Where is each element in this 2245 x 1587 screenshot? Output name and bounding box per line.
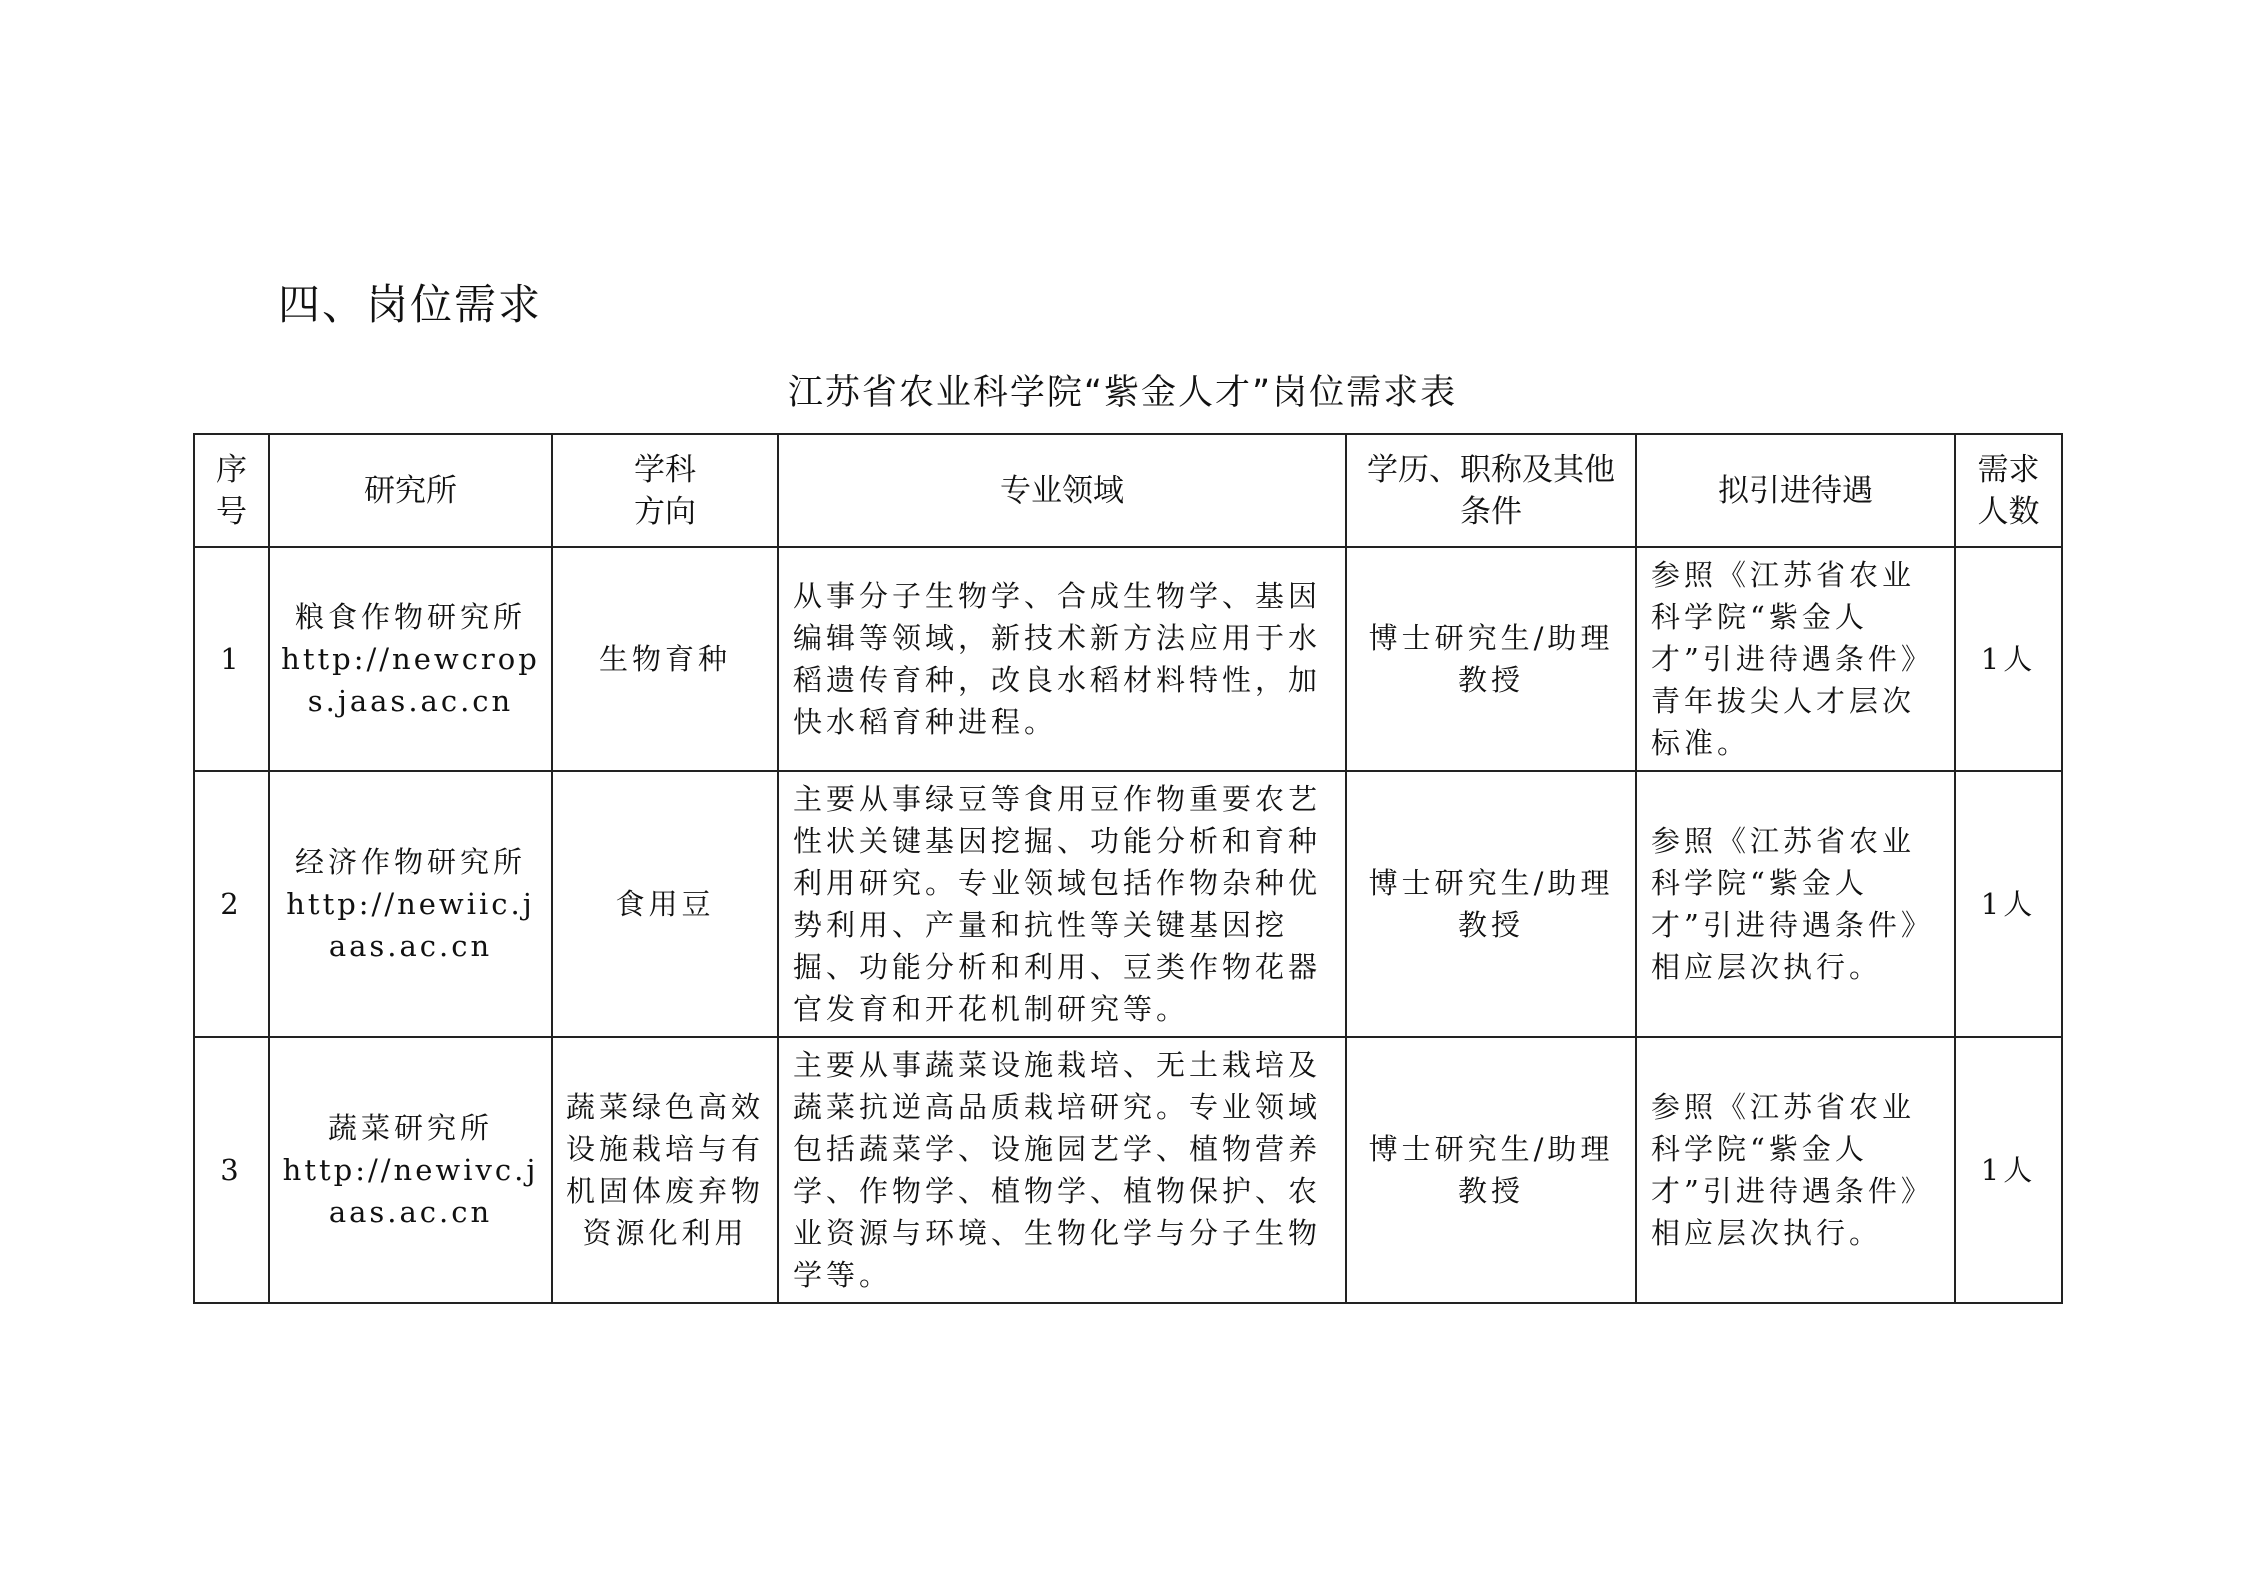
cell-no: 1 [194, 547, 269, 771]
cell-qualification: 博士研究生/助理教授 [1346, 547, 1636, 771]
table-title: 江苏省农业科学院“紫金人才”岗位需求表 [787, 373, 1458, 413]
table-row [194, 1037, 2062, 1303]
cell-benefits: 参照《江苏省农业科学院“紫金人才”引进待遇条件》相应层次执行。 [1636, 1037, 1955, 1303]
cell-qualification: 博士研究生/助理教授 [1346, 771, 1636, 1037]
cell-field: 主要从事绿豆等食用豆作物重要农艺性状关键基因挖掘、功能分析和育种利用研究。专业领域包括作物杂种优势利用、产量和抗性等关键基因挖掘、功能分析和利用、豆类作物花器官发育和开花机制研究等。 [778, 771, 1346, 1037]
cell-discipline: 生物育种 [552, 547, 778, 771]
cell-institute [269, 771, 552, 1037]
cell-discipline: 食用豆 [552, 771, 778, 1037]
cell-no: 2 [194, 771, 269, 1037]
header-institute: 研究所 [269, 434, 552, 547]
institute-name: 蔬菜研究所 [327, 1111, 493, 1145]
cell-discipline: 蔬菜绿色高效设施栽培与有机固体废弃物资源化利用 [552, 1037, 778, 1303]
cell-field: 主要从事蔬菜设施栽培、无土栽培及蔬菜抗逆高品质栽培研究。专业领域包括蔬菜学、设施园艺学、植物营养学、作物学、植物学、植物保护、农业资源与环境、生物化学与分子生物学等。 [778, 1037, 1346, 1303]
institute-name: 经济作物研究所 [294, 845, 526, 879]
cell-benefits: 参照《江苏省农业科学院“紫金人才”引进待遇条件》相应层次执行。 [1636, 771, 1955, 1037]
cell-qualification: 博士研究生/助理教授 [1346, 1037, 1636, 1303]
cell-no: 3 [194, 1037, 269, 1303]
header-discipline: 学科 方向 [552, 434, 778, 547]
cell-field: 从事分子生物学、合成生物学、基因编辑等领域，新技术新方法应用于水稻遗传育种，改良水稻材料特性，加快水稻育种进程。 [778, 547, 1346, 771]
header-qualification: 学历、职称及其他 条件 [1346, 434, 1636, 547]
section-heading: 四、岗位需求 [278, 280, 543, 329]
cell-institute [269, 1037, 552, 1303]
table-row [194, 547, 2062, 771]
cell-count: 1人 [1955, 771, 2062, 1037]
institute-name: 粮食作物研究所 [294, 600, 526, 634]
institute-url[interactable]: http://newcrops.jaas.ac.cn [281, 642, 540, 718]
header-benefits: 拟引进待遇 [1636, 434, 1955, 547]
institute-url[interactable]: http://newivc.jaas.ac.cn [282, 1153, 539, 1229]
position-requirements-table [193, 433, 2063, 1304]
cell-count: 1人 [1955, 547, 2062, 771]
table-header-row [194, 434, 2062, 547]
header-field: 专业领域 [778, 434, 1346, 547]
header-count: 需求 人数 [1955, 434, 2062, 547]
cell-institute [269, 547, 552, 771]
table-row [194, 771, 2062, 1037]
cell-count: 1人 [1955, 1037, 2062, 1303]
header-no: 序 号 [194, 434, 269, 547]
institute-url[interactable]: http://newiic.jaas.ac.cn [286, 887, 535, 963]
cell-benefits: 参照《江苏省农业科学院“紫金人才”引进待遇条件》青年拔尖人才层次标准。 [1636, 547, 1955, 771]
